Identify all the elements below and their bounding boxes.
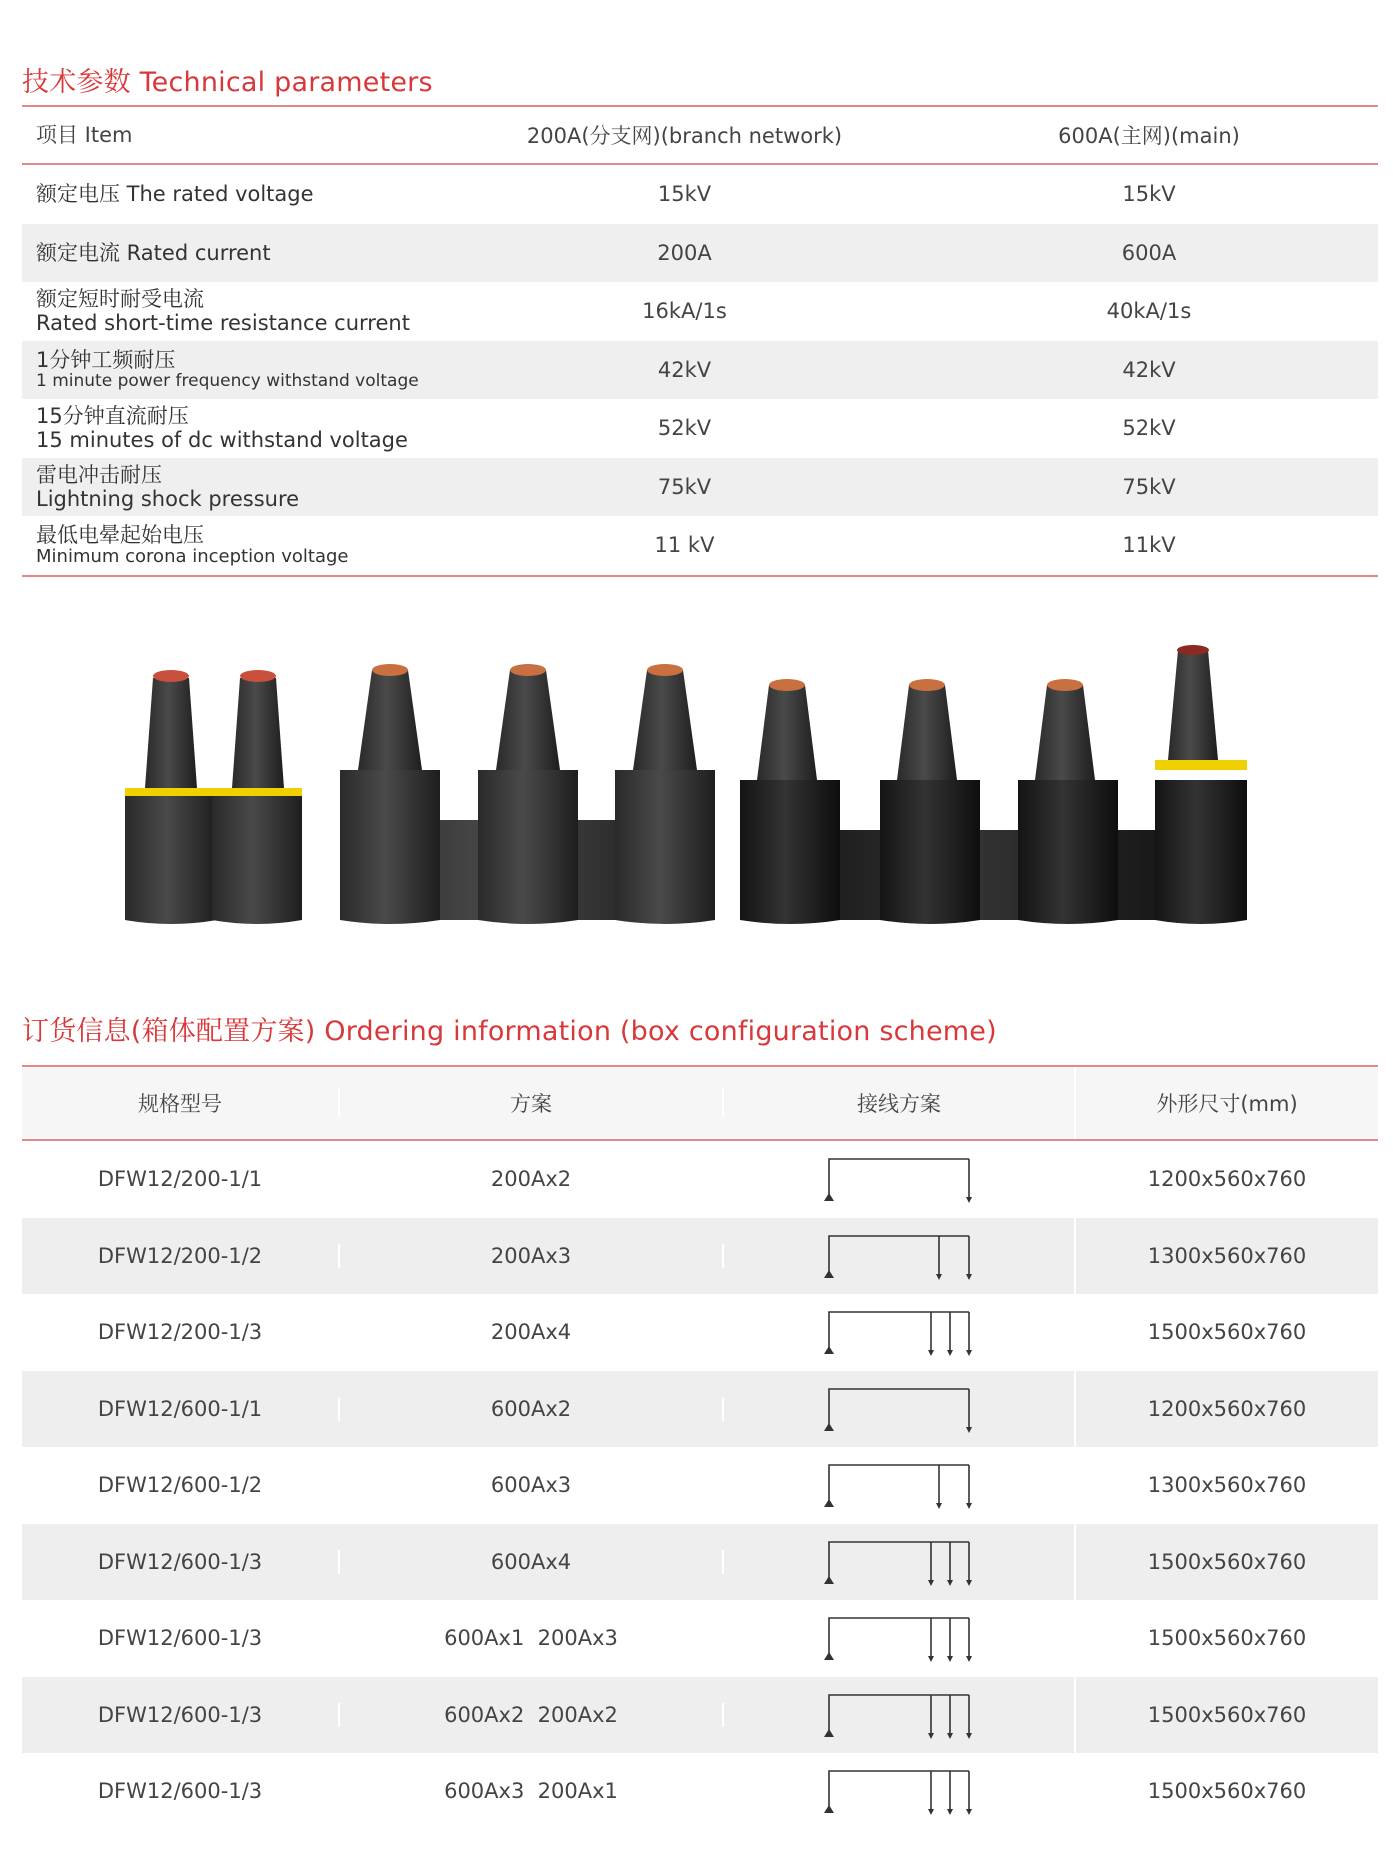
param-name xyxy=(22,348,449,392)
wiring-diagram xyxy=(819,1685,979,1745)
technical-parameters-title: 技术参数 Technical parameters xyxy=(22,67,433,98)
table-row xyxy=(22,399,1378,458)
bus-line xyxy=(829,1236,969,1276)
table-header xyxy=(22,107,1378,165)
bus-line xyxy=(829,1389,969,1429)
bus-line xyxy=(829,1695,969,1735)
param-name-en: Lightning shock pressure xyxy=(36,486,300,511)
source-terminal xyxy=(824,1805,834,1813)
wiring-cell xyxy=(724,1677,1076,1754)
load-arrow xyxy=(966,1350,972,1356)
wiring-cell xyxy=(724,1371,1076,1448)
param-name xyxy=(22,241,449,265)
header-wiring: 接线方案 xyxy=(724,1067,1076,1139)
source-terminal xyxy=(824,1270,834,1278)
scheme-cell: 600Ax3 200Ax1 xyxy=(340,1779,724,1803)
bus-line xyxy=(829,1312,969,1352)
load-arrow xyxy=(928,1809,934,1815)
value-200a: 200A xyxy=(657,240,712,265)
size-cell: 1200x560x760 xyxy=(1147,1396,1307,1421)
model-cell: DFW12/600-1/3 xyxy=(22,1626,340,1650)
value-200a: 75kV xyxy=(657,474,712,499)
wiring-cell xyxy=(724,1141,1076,1218)
wiring-diagram xyxy=(819,1302,979,1362)
load-arrow xyxy=(966,1503,972,1509)
wiring-diagram xyxy=(819,1149,979,1209)
size-cell: 1500x560x760 xyxy=(1147,1779,1307,1804)
source-terminal xyxy=(824,1423,834,1431)
param-name-en: 1 minute power frequency withstand voltage xyxy=(36,371,419,392)
param-name xyxy=(22,182,449,206)
table-row xyxy=(22,282,1378,341)
header-600a: 600A(主网)(main) xyxy=(1058,124,1240,148)
param-name-en: Minimum corona inception voltage xyxy=(36,545,349,567)
param-name xyxy=(22,463,449,511)
value-600a: 52kV xyxy=(1122,416,1176,441)
param-name-zh: 15分钟直流耐压 xyxy=(36,404,189,429)
table-row xyxy=(22,165,1378,224)
table-bottom-rule xyxy=(22,575,1378,577)
param-name-zh: 额定电流 Rated current xyxy=(36,240,271,265)
ordering-information-title: 订货信息(箱体配置方案) Ordering information (box configuration scheme) xyxy=(22,1016,997,1047)
value-200a: 42kV xyxy=(657,357,712,382)
load-arrow xyxy=(947,1350,953,1356)
load-arrow xyxy=(928,1656,934,1662)
table-row xyxy=(22,1677,1378,1754)
header-200a: 200A(分支网)(branch network) xyxy=(526,124,843,148)
param-name-en: 15 minutes of dc withstand voltage xyxy=(36,428,408,453)
size-cell: 1500x560x760 xyxy=(1147,1702,1307,1727)
table-row xyxy=(22,224,1378,283)
header-size: 外形尺寸(mm) xyxy=(1156,1092,1298,1116)
header-item: 项目 Item xyxy=(36,122,133,147)
param-name xyxy=(22,523,449,568)
value-600a: 75kV xyxy=(1122,474,1176,499)
technical-parameters-table xyxy=(22,105,1378,577)
model-cell: DFW12/600-1/3 xyxy=(22,1779,340,1803)
load-arrow xyxy=(928,1580,934,1586)
size-cell: 1300x560x760 xyxy=(1147,1473,1307,1498)
load-arrow xyxy=(966,1656,972,1662)
param-name-zh: 1分钟工频耐压 xyxy=(36,347,176,372)
wiring-diagram xyxy=(819,1761,979,1821)
value-600a: 600A xyxy=(1121,240,1177,265)
size-cell: 1500x560x760 xyxy=(1147,1320,1307,1345)
param-name-zh: 额定电压 The rated voltage xyxy=(36,182,314,207)
value-200a: 15kV xyxy=(657,182,712,207)
param-name-zh: 最低电晕起始电压 xyxy=(36,522,204,547)
source-terminal xyxy=(824,1346,834,1354)
table-header xyxy=(22,1067,1378,1141)
source-terminal xyxy=(824,1652,834,1660)
product-photo xyxy=(100,640,1280,940)
param-name xyxy=(22,404,449,452)
wiring-diagram xyxy=(819,1532,979,1592)
model-cell: DFW12/200-1/3 xyxy=(22,1320,340,1344)
table-row xyxy=(22,458,1378,517)
ordering-information-table xyxy=(22,1065,1378,1830)
header-model: 规格型号 xyxy=(22,1088,340,1118)
table-row xyxy=(22,1371,1378,1448)
wiring-cell xyxy=(724,1447,1076,1524)
wiring-diagram xyxy=(819,1455,979,1515)
size-cell: 1300x560x760 xyxy=(1147,1243,1307,1268)
bus-line xyxy=(829,1771,969,1811)
scheme-cell: 200Ax4 xyxy=(340,1320,724,1344)
bus-line xyxy=(829,1618,969,1658)
connector-4-way xyxy=(740,645,1247,924)
load-arrow xyxy=(966,1580,972,1586)
load-arrow xyxy=(966,1197,972,1203)
ordering-rows xyxy=(22,1141,1378,1830)
table-row xyxy=(22,1524,1378,1601)
table-row xyxy=(22,516,1378,575)
value-600a: 15kV xyxy=(1122,182,1176,207)
scheme-cell: 600Ax1 200Ax3 xyxy=(340,1626,724,1650)
connector-3-way xyxy=(340,664,715,924)
size-cell: 1500x560x760 xyxy=(1147,1549,1307,1574)
model-cell: DFW12/600-1/3 xyxy=(22,1703,340,1727)
table-row xyxy=(22,1447,1378,1524)
value-200a: 11 kV xyxy=(654,533,715,558)
load-arrow xyxy=(966,1274,972,1280)
param-name-en: Rated short-time resistance current xyxy=(36,311,410,336)
load-arrow xyxy=(936,1503,942,1509)
param-name-zh: 额定短时耐受电流 xyxy=(36,287,204,312)
wiring-diagram xyxy=(819,1379,979,1439)
model-cell: DFW12/600-1/3 xyxy=(22,1550,340,1574)
load-arrow xyxy=(928,1733,934,1739)
value-200a: 16kA/1s xyxy=(642,299,727,324)
table-row xyxy=(22,1753,1378,1830)
load-arrow xyxy=(966,1427,972,1433)
header-scheme: 方案 xyxy=(340,1088,724,1118)
model-cell: DFW12/200-1/1 xyxy=(22,1167,340,1191)
value-200a: 52kV xyxy=(657,416,712,441)
source-terminal xyxy=(824,1576,834,1584)
load-arrow xyxy=(947,1733,953,1739)
value-600a: 40kA/1s xyxy=(1106,299,1192,324)
table-row xyxy=(22,1600,1378,1677)
scheme-cell: 200Ax3 xyxy=(340,1244,724,1268)
wiring-cell xyxy=(724,1600,1076,1677)
bus-line xyxy=(829,1465,969,1505)
wiring-diagram xyxy=(819,1608,979,1668)
load-arrow xyxy=(966,1809,972,1815)
connector-2-way xyxy=(125,670,302,924)
value-600a: 11kV xyxy=(1122,533,1176,558)
load-arrow xyxy=(947,1656,953,1662)
load-arrow xyxy=(947,1809,953,1815)
model-cell: DFW12/600-1/2 xyxy=(22,1473,340,1497)
wiring-cell xyxy=(724,1524,1076,1601)
load-arrow xyxy=(947,1580,953,1586)
bus-line xyxy=(829,1542,969,1582)
size-cell: 1500x560x760 xyxy=(1147,1626,1307,1651)
param-name-zh: 雷电冲击耐压 xyxy=(36,462,162,487)
source-terminal xyxy=(824,1193,834,1201)
table-row xyxy=(22,341,1378,400)
table-row xyxy=(22,1218,1378,1295)
wiring-diagram xyxy=(819,1226,979,1286)
scheme-cell: 600Ax2 xyxy=(340,1397,724,1421)
value-600a: 42kV xyxy=(1122,357,1176,382)
param-name xyxy=(22,287,449,335)
load-arrow xyxy=(928,1350,934,1356)
scheme-cell: 600Ax4 xyxy=(340,1550,724,1574)
load-arrow xyxy=(936,1274,942,1280)
model-cell: DFW12/600-1/1 xyxy=(22,1397,340,1421)
source-terminal xyxy=(824,1729,834,1737)
size-cell: 1200x560x760 xyxy=(1147,1167,1307,1192)
scheme-cell: 600Ax3 xyxy=(340,1473,724,1497)
source-terminal xyxy=(824,1499,834,1507)
wiring-cell xyxy=(724,1294,1076,1371)
model-cell: DFW12/200-1/2 xyxy=(22,1244,340,1268)
load-arrow xyxy=(966,1733,972,1739)
wiring-cell xyxy=(724,1753,1076,1830)
table-row xyxy=(22,1141,1378,1218)
table-row xyxy=(22,1294,1378,1371)
scheme-cell: 600Ax2 200Ax2 xyxy=(340,1703,724,1727)
scheme-cell: 200Ax2 xyxy=(340,1167,724,1191)
bus-line xyxy=(829,1159,969,1199)
wiring-cell xyxy=(724,1218,1076,1295)
